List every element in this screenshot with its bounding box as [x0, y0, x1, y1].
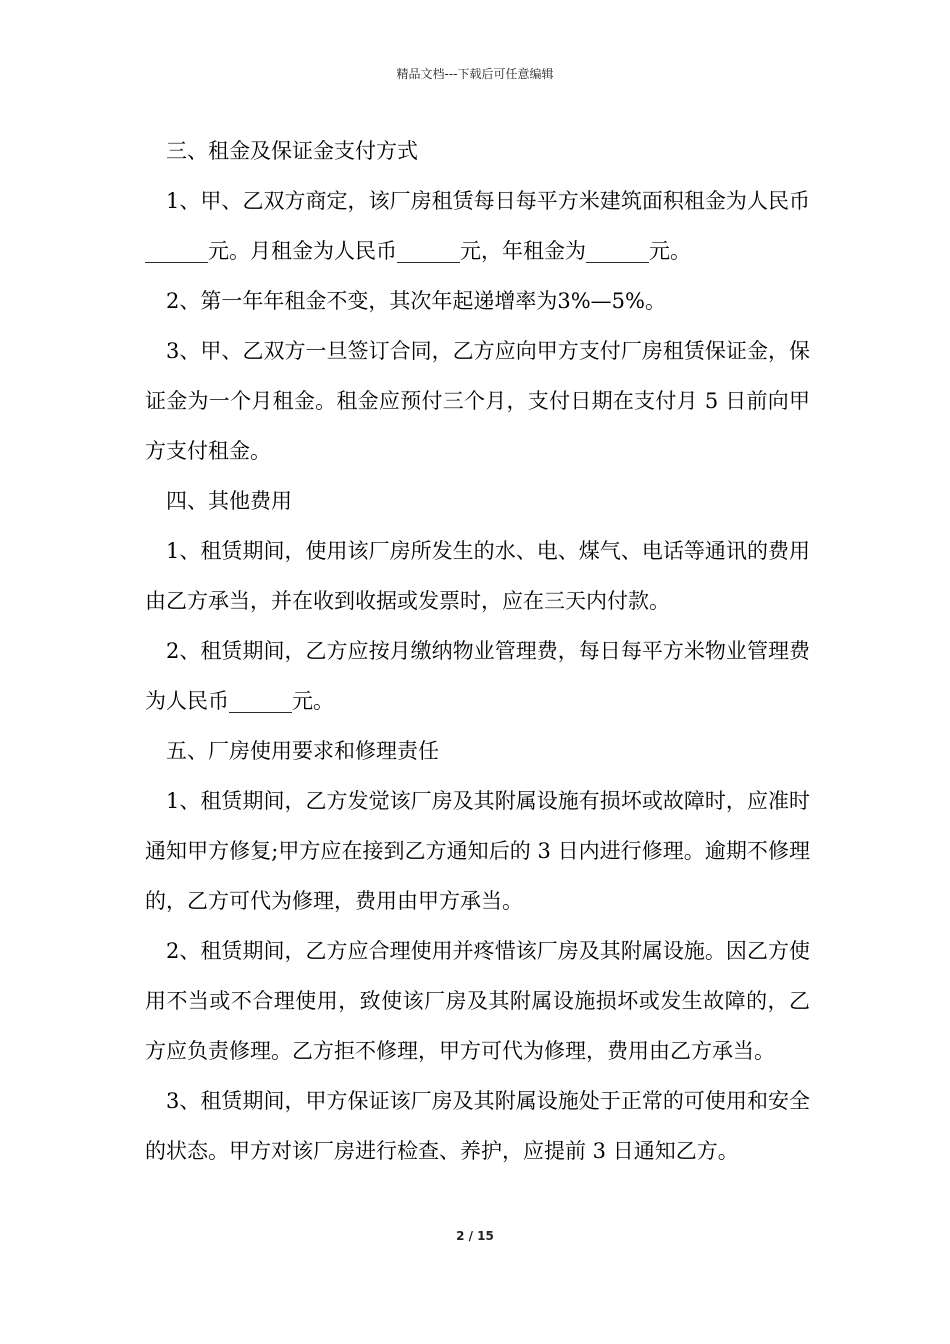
section-heading-repair: 五、厂房使用要求和修理责任 [166, 739, 439, 763]
page-number: 2 / 15 [456, 1229, 494, 1243]
paragraph: 3、租赁期间，甲方保证该厂房及其附属设施处于正常的可使用和安全的状态。甲方对该厂房进行检查、养护，应提前 3 日通知乙方。 [145, 1089, 810, 1163]
paragraph: 1、租赁期间，使用该厂房所发生的水、电、煤气、电话等通讯的费用由乙方承当，并在收到收据或发票时，应在三天内付款。 [145, 539, 810, 613]
section-heading-rent: 三、租金及保证金支付方式 [166, 139, 418, 163]
paragraph: 2、租赁期间，乙方应合理使用并疼惜该厂房及其附属设施。因乙方使用不当或不合理使用，致使该厂房及其附属设施损坏或发生故障的，乙方应负责修理。乙方拒不修理，甲方可代为修理，费用由乙方承当。 [145, 939, 810, 1063]
paragraph: 3、甲、乙双方一旦签订合同，乙方应向甲方支付厂房租赁保证金，保证金为一个月租金。租金应预付三个月，支付日期在支付月 5 日前向甲方支付租金。 [145, 339, 810, 463]
paragraph: 1、甲、乙双方商定，该厂房租赁每日每平方米建筑面积租金为人民币______元。月租金为人民币______元，年租金为______元。 [145, 189, 810, 263]
paragraph: 2、租赁期间，乙方应按月缴纳物业管理费，每日每平方米物业管理费为人民币______元。 [145, 639, 810, 713]
section-heading-other-fees: 四、其他费用 [166, 489, 292, 513]
document-body [145, 126, 810, 1176]
paragraph: 2、第一年年租金不变，其次年起递增率为3%—5%。 [166, 289, 666, 313]
paragraph: 1、租赁期间，乙方发觉该厂房及其附属设施有损坏或故障时，应准时通知甲方修复;甲方应在接到乙方通知后的 3 日内进行修理。逾期不修理的，乙方可代为修理，费用由甲方承当。 [145, 789, 810, 913]
page-header: 精品文档---下载后可任意编辑 [396, 67, 554, 81]
